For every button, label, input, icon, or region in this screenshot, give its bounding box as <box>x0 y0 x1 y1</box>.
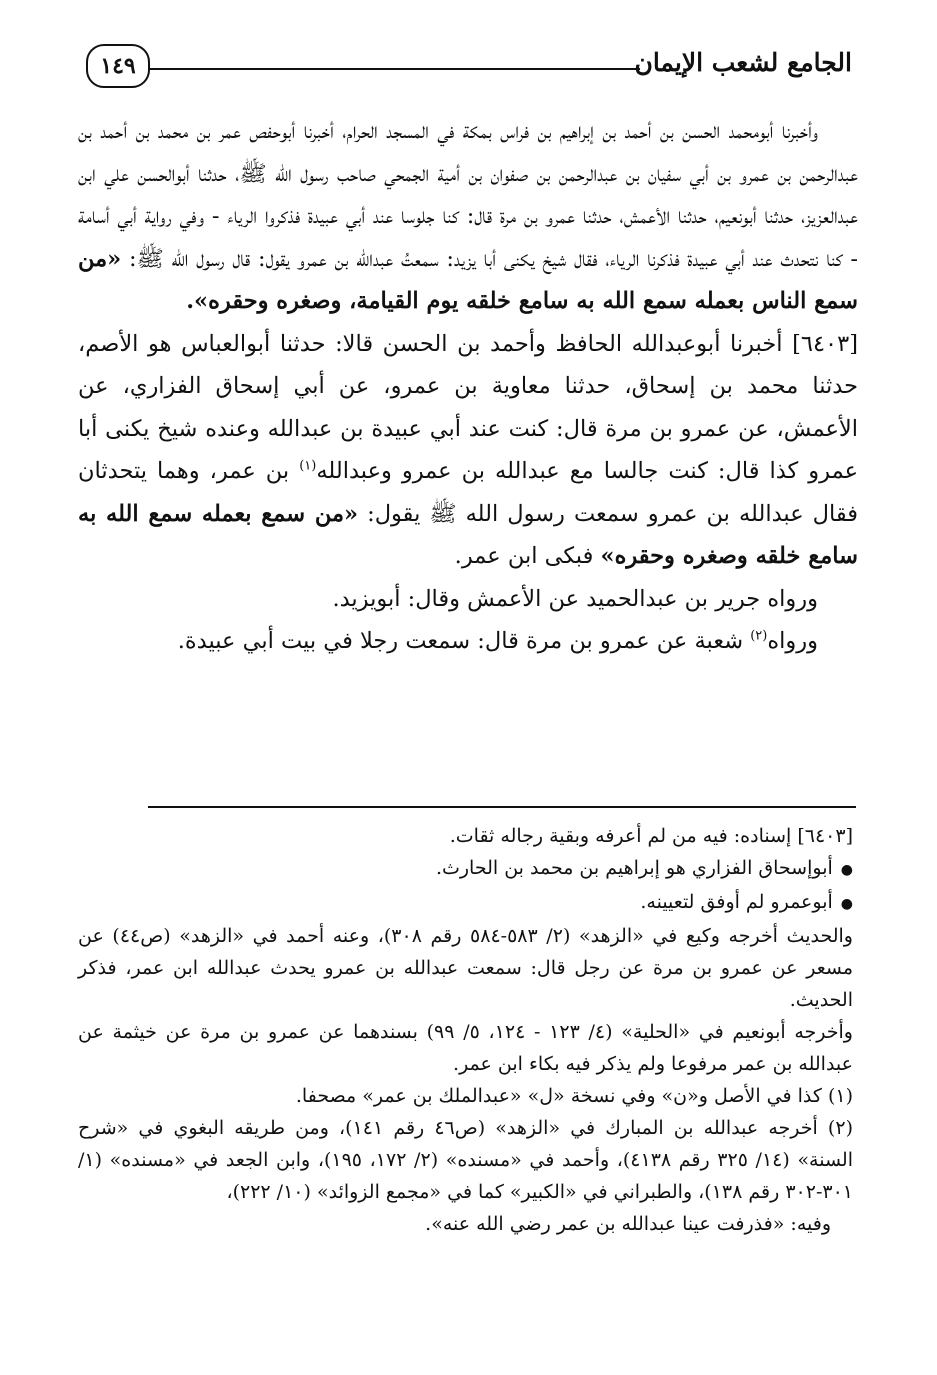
paragraph-4-text-b: شعبة عن عمرو بن مرة قال: سمعت رجلا في بيت أبي عبيدة. <box>177 628 751 654</box>
header-rule <box>145 68 640 70</box>
note-takhrij-1: والحديث أخرجه وكيع في «الزهد» (٢/ ٥٨٣-٥٨٤ رقم ٣٠٨)، وعنه أحمد في «الزهد» (ص٤٤) عن مسعر عن عمرو بن مرة عن رجل قال: سمعت عبدالله بن عمرو يحدث عبدالله ابن عمر، فذكر الحديث. <box>78 925 853 1011</box>
paragraph-2-end: فبكى ابن عمر. <box>454 543 601 569</box>
page-header <box>80 40 860 100</box>
paragraph-4-text-a: ورواه <box>767 628 818 654</box>
footnote-1: (١) كذا في الأصل و«ن» وفي نسخة «ل» «عبدالملك بن عمر» مصحفا. <box>295 1085 853 1107</box>
running-title: الجامع لشعب الإيمان <box>634 48 852 77</box>
paragraph-4 <box>78 620 858 663</box>
paragraph-2 <box>78 323 858 578</box>
main-text <box>78 110 858 663</box>
paragraph-1 <box>78 110 858 323</box>
footnote-2: (٢) أخرجه عبدالله بن المبارك في «الزهد» (ص٤٦ رقم ١٤١)، ومن طريقه البغوي في «شرح السنة» (١٤/ ٣٢٥ رقم ٤١٣٨)، وأحمد في «مسنده» (٢/ ١٧٢، ١٩٥)، وابن الجعد في «مسنده» (١/ ٣٠١-٣٠٢ رقم ١٣٨)، والطبراني في «الكبير» كما في «مجمع الزوائد» (١٠/ ٢٢٢)، <box>78 1117 853 1203</box>
paragraph-2-text: [٦٤٠٣] أخبرنا أبوعبدالله الحافظ وأحمد بن الحسن قالا: حدثنا أبوالعباس هو الأصم، حدثنا محمد بن إسحاق، حدثنا معاوية بن عمرو، عن أبي إسحاق الفزاري، عن الأعمش، عن عمرو بن مرة قال: كنت عند أبي عبيدة بن عبدالله وعنده شيخ يكنى أبا عمرو كذا قال: كنت جالسا مع عبدالله بن عمرو وعبدالله <box>78 330 858 484</box>
paragraph-3: ورواه جرير بن عبدالحميد عن الأعمش وقال: أبويزيد. <box>332 585 818 612</box>
note-isnad: [٦٤٠٣] إسناده: فيه من لم أعرفه وبقية رجاله ثقات. <box>449 825 853 847</box>
paragraph-1-text: وأخبرنا أبومحمد الحسن بن أحمد بن إبراهيم بن فراس بمكة في المسجد الحرام، أخبرنا أبوحفص عمر بن محمد بن أحمد بن عبدالرحمن بن عمرو بن أبي سفيان بن عبدالرحمن بن صفوان بن أمية الجمحي صاحب رسول الله ﷺ، حدثنا أبوالحسن علي ابن عبدالعزيز، حدثنا أبونعيم، حدثنا الأعمش، حدثنا عمرو بن مرة قال: كنا جلوسا عند أبي عبيدة فذكروا الرياء - وفي رواية أبي أسامة - كنا نتحدث عند أبي عبيدة فذكرنا الرياء، فقال شيخ يكنى أبا يزيد: سمعتُ عبدالله بن عمرو يقول: قال رسول الله ﷺ: <box>78 118 858 272</box>
hadith-quote-1: «من سمع الناس بعمله سمع الله به سامع خلقه يوم القيامة، وصغره وحقره». <box>78 245 858 314</box>
footnote-ref-2: (٢) <box>750 628 768 644</box>
note-takhrij-2: وأخرجه أبونعيم في «الحلية» (٤/ ١٢٣ - ١٢٤، ٥/ ٩٩) بسندهما عن عمرو بن مرة عن خيثمة عن عبدالله بن عمر مرفوعا ولم يذكر فيه بكاء ابن عمر. <box>78 1021 853 1075</box>
paragraph-2-text-b: بن عمر، وهما يتحدثان فقال عبدالله بن عمرو سمعت رسول الله ﷺ يقول: <box>78 458 858 527</box>
hadith-quote-2: «من سمع بعمله سمع الله به سامع خلقه وصغره وحقره» <box>78 500 858 569</box>
footnote-ref-1: (١) <box>299 458 317 474</box>
page-number: ١٤٩ <box>86 44 150 88</box>
footnote-2-cont: وفيه: «فذرفت عينا عبدالله بن عمر رضي الله عنه». <box>425 1213 831 1235</box>
note-bullet-2: ● أبوعمرو لم أوفق لتعيينه. <box>78 886 853 920</box>
footnote-separator <box>148 806 856 808</box>
note-bullet-1: ● أبوإسحاق الفزاري هو إبراهيم بن محمد بن الحارث. <box>78 852 853 886</box>
footnotes <box>78 820 853 1240</box>
